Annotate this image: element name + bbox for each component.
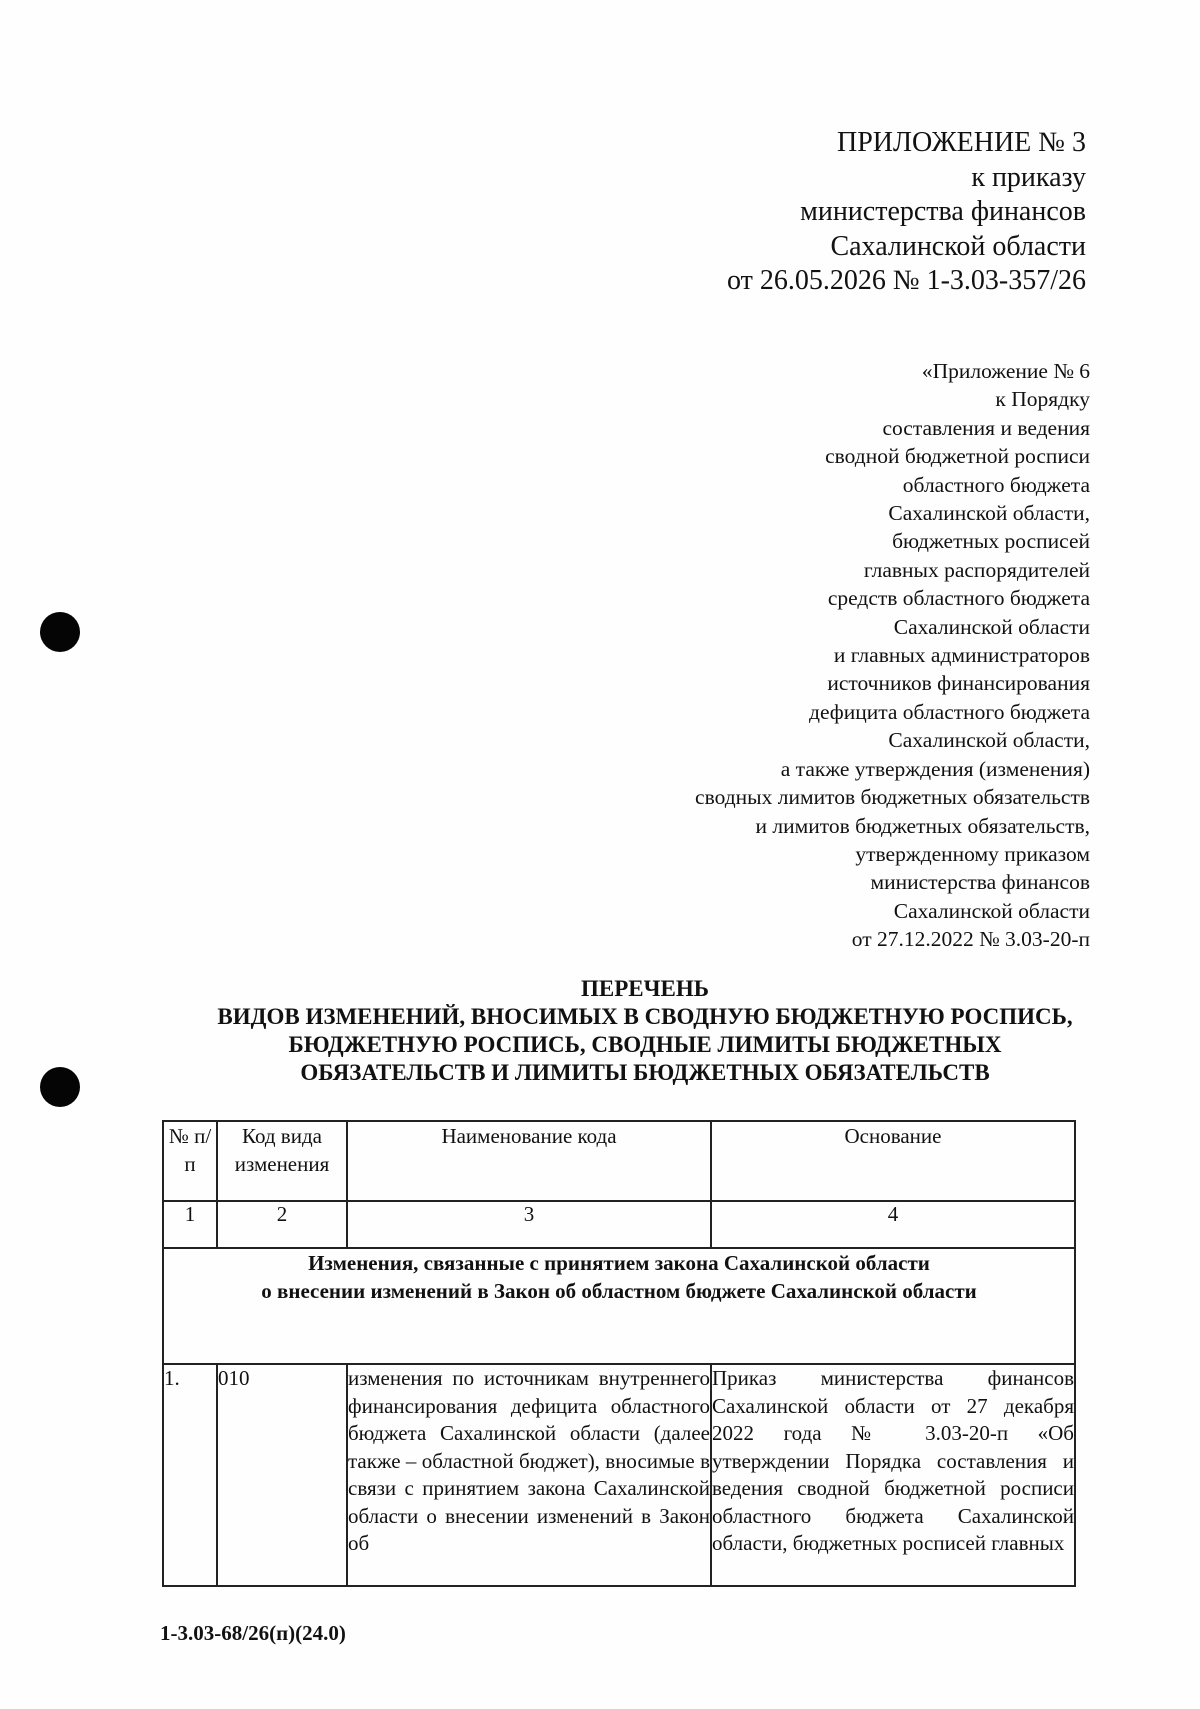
order-line: источников финансирования <box>827 671 1090 696</box>
order-line: областного бюджета <box>902 472 1090 497</box>
order-line: главных распорядителей <box>863 557 1090 582</box>
order-line: составления и ведения <box>882 415 1090 440</box>
order-line: от 27.12.2022 № 3.03-20-п <box>851 927 1090 952</box>
section-header-cell <box>163 1248 1075 1364</box>
order-line: к Порядку <box>995 387 1090 412</box>
row-number: 1. <box>163 1364 217 1586</box>
header-cell-name: Наименование кода <box>347 1121 711 1201</box>
order-line: и главных администраторов <box>833 643 1090 668</box>
document-footer-code: 1-3.03-68/26(п)(24.0) <box>160 1621 346 1645</box>
order-line: Сахалинской области <box>893 898 1090 923</box>
header-cell-number: № п/п <box>163 1121 217 1201</box>
appendix-header <box>526 126 1086 299</box>
header-cell-code: Код вида изменения <box>217 1121 347 1201</box>
title-line: ПЕРЕЧЕНЬ <box>581 976 709 1001</box>
column-number: 2 <box>217 1201 347 1248</box>
title-line: ОБЯЗАТЕЛЬСТВ И ЛИМИТЫ БЮДЖЕТНЫХ ОБЯЗАТЕЛЬСТВ <box>300 1060 990 1085</box>
changes-table <box>162 1120 1076 1587</box>
order-line: «Приложение № 6 <box>921 359 1090 383</box>
column-number: 4 <box>711 1201 1075 1248</box>
order-line: средств областного бюджета <box>827 586 1090 611</box>
title-line: БЮДЖЕТНУЮ РОСПИСЬ, СВОДНЫЕ ЛИМИТЫ БЮДЖЕТНЫХ <box>288 1032 1002 1057</box>
appendix-line: от 26.05.2026 № 1-3.03-357/26 <box>726 265 1086 296</box>
order-reference-block <box>530 357 1090 954</box>
order-line: бюджетных росписей <box>892 529 1090 554</box>
order-line: Сахалинской области, <box>888 501 1090 526</box>
header-cell-basis: Основание <box>711 1121 1075 1201</box>
section-line: о внесении изменений в Закон об областном бюджете Сахалинской области <box>261 1279 977 1303</box>
column-number: 3 <box>347 1201 711 1248</box>
row-code: 010 <box>217 1364 347 1586</box>
section-header-row <box>163 1248 1075 1364</box>
order-line: Сахалинской области, <box>888 728 1090 753</box>
order-line: и лимитов бюджетных обязательств, <box>755 813 1090 838</box>
appendix-line: Сахалинской области <box>830 230 1086 262</box>
document-title <box>150 975 1140 1087</box>
title-line: ВИДОВ ИЗМЕНЕНИЙ, ВНОСИМЫХ В СВОДНУЮ БЮДЖЕТНУЮ РОСПИСЬ, <box>217 1004 1073 1029</box>
punch-hole-bottom <box>40 1067 80 1107</box>
row-basis: Приказ министерства финансов Сахалинской области от 27 декабря 2022 года № 3.03-20-п «Об утверждении Порядка составления и ведения сводной бюджетной росписи областного бюджета Сахалинской области, бюджетных росписей главных <box>711 1364 1075 1586</box>
order-line: утвержденному приказом <box>855 841 1090 866</box>
order-line: дефицита областного бюджета <box>809 699 1090 724</box>
order-line: сводных лимитов бюджетных обязательств <box>695 785 1090 810</box>
punch-hole-top <box>40 612 80 652</box>
column-number: 1 <box>163 1201 217 1248</box>
order-line: а также утверждения (изменения) <box>780 756 1090 781</box>
section-line: Изменения, связанные с принятием закона Сахалинской области <box>308 1251 930 1275</box>
order-line: Сахалинской области <box>893 614 1090 639</box>
row-name: изменения по источникам внутреннего финансирования дефицита областного бюджета Сахалинской области (далее также – областной бюджет), вносимые в связи с принятием закона Сахалинской области о внесении изменений в Закон об <box>347 1364 711 1586</box>
order-line: сводной бюджетной росписи <box>825 444 1090 469</box>
appendix-line: ПРИЛОЖЕНИЕ № 3 <box>837 127 1086 158</box>
appendix-line: к приказу <box>971 161 1086 193</box>
column-number-row <box>163 1201 1075 1248</box>
appendix-line: министерства финансов <box>800 196 1086 227</box>
table-row <box>163 1364 1075 1586</box>
table-header-row <box>163 1121 1075 1201</box>
order-line: министерства финансов <box>870 870 1090 895</box>
